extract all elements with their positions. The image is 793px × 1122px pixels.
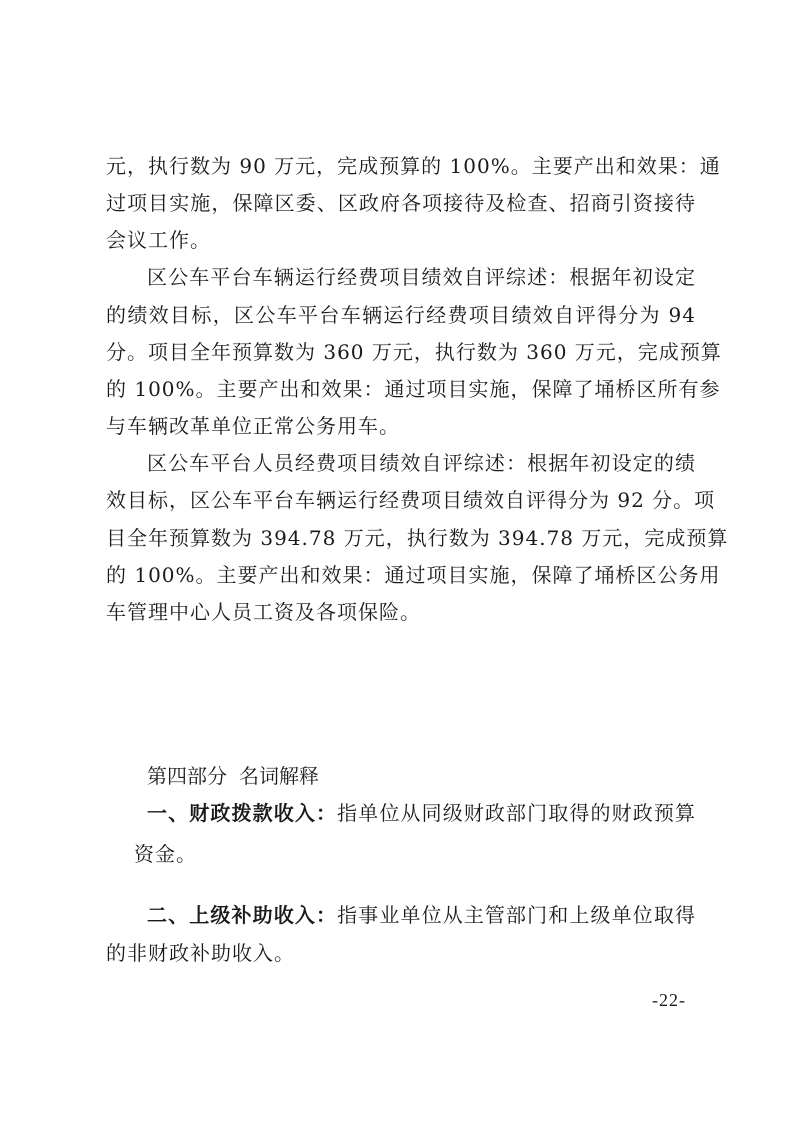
- paragraph-3-line-4: 的 100%。主要产出和效果：通过项目实施，保障了埇桥区公务用: [106, 563, 721, 587]
- page-number: -22-: [652, 990, 686, 1010]
- paragraph-3-line-5: 车管理中心人员工资及各项保险。: [106, 600, 421, 624]
- paragraph-2-line-2: 的绩效目标，区公车平台车辆运行经费项目绩效自评得分为 94: [106, 303, 696, 327]
- paragraph-3-line-3: 目全年预算数为 394.78 万元，执行数为 394.78 万元，完成预算: [106, 526, 729, 550]
- definition-1-line-1: [147, 799, 696, 827]
- paragraph-2-line-3: 分。项目全年预算数为 360 万元，执行数为 360 万元，完成预算: [106, 340, 722, 364]
- paragraph-3-line-2: 效目标，区公车平台车辆运行经费项目绩效自评得分为 92 分。项: [106, 488, 716, 512]
- definition-1-text: 指单位从同级财政部门取得的财政预算: [337, 801, 697, 825]
- paragraph-2-line-4: 的 100%。主要产出和效果：通过项目实施，保障了埇桥区所有参: [106, 377, 721, 401]
- paragraph-2-line-1: 区公车平台车辆运行经费项目绩效自评综述：根据年初设定: [147, 265, 696, 289]
- definition-1-line-2: 资金。: [134, 842, 197, 866]
- definition-2-text: 指事业单位从主管部门和上级单位取得: [337, 903, 697, 927]
- paragraph-1-line-3: 会议工作。: [106, 228, 211, 252]
- paragraph-2-line-5: 与车辆改革单位正常公务用车。: [106, 414, 400, 438]
- section-title: 名词解释: [239, 764, 319, 788]
- definition-1-term: 一、财政拨款收入：: [147, 801, 338, 825]
- paragraph-1-line-2: 过项目实施，保障区委、区政府各项接待及检查、招商引资接待: [106, 191, 696, 215]
- definition-2-line-2: 的非财政补助收入。: [106, 941, 295, 965]
- section-part: 第四部分: [147, 764, 227, 788]
- paragraph-3-line-1: 区公车平台人员经费项目绩效自评综述：根据年初设定的绩: [147, 451, 696, 475]
- paragraph-1-line-1: 元，执行数为 90 万元，完成预算的 100%。主要产出和效果：通: [106, 154, 721, 178]
- section-heading: [147, 762, 319, 790]
- definition-2-line-1: [147, 901, 696, 929]
- definition-2-term: 二、上级补助收入：: [147, 903, 338, 927]
